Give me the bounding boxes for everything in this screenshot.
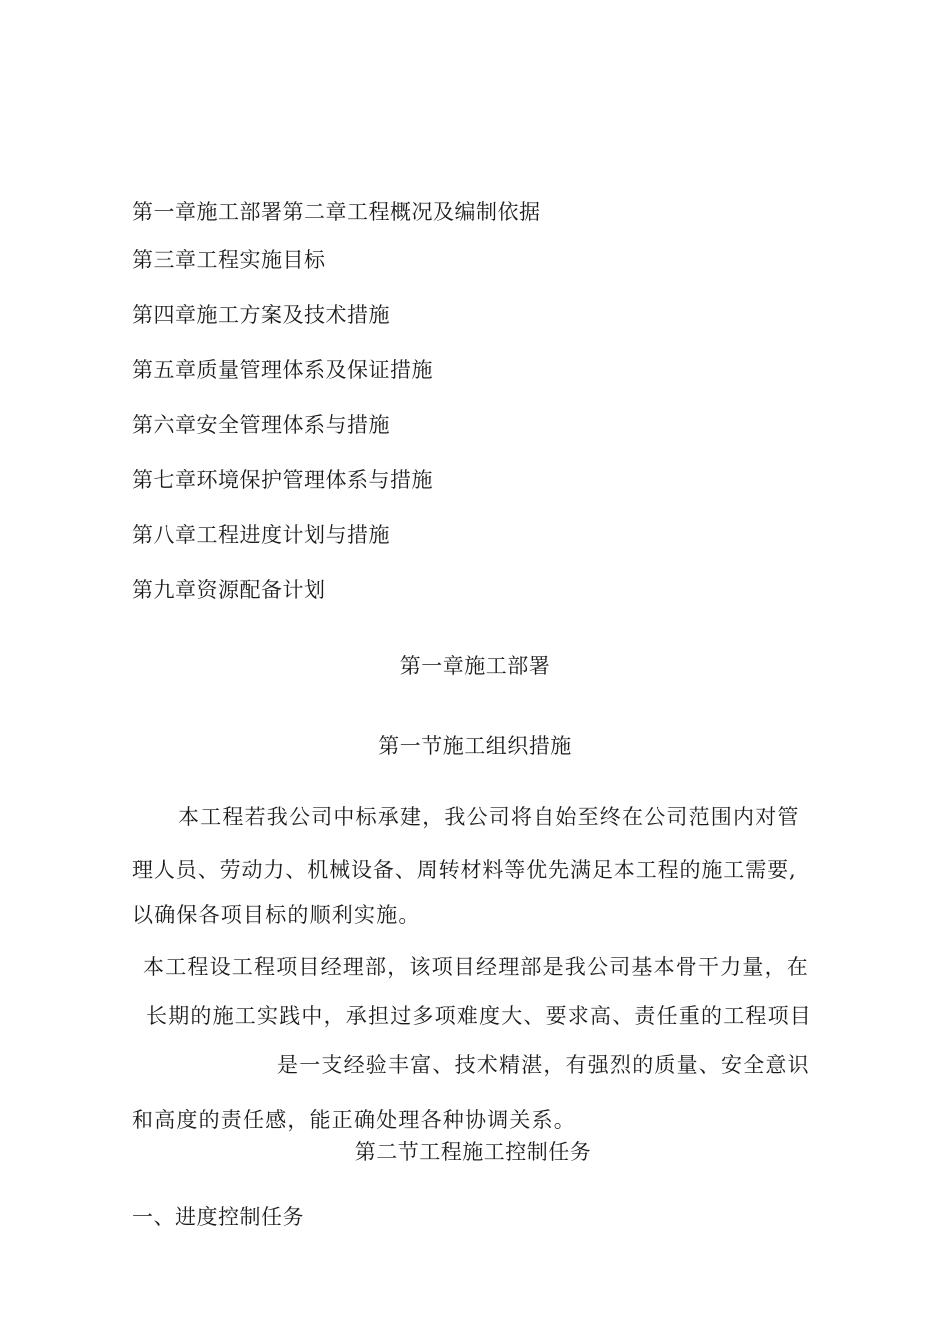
section-title-2: 第二节工程施工控制任务: [354, 1140, 592, 1164]
paragraph-2-line-2: 长期的施工实践中，承担过多项难度大、要求高、责任重的工程项目: [146, 1004, 812, 1028]
toc-item-5: 第六章安全管理体系与措施: [132, 413, 390, 437]
paragraph-2-line-1: 本工程设工程项目经理部，该项目经理部是我公司基本骨干力量，在: [143, 955, 809, 979]
toc-item-7: 第八章工程进度计划与措施: [132, 523, 390, 547]
toc-item-6: 第七章环境保护管理体系与措施: [132, 468, 433, 492]
paragraph-1-line-3: 以确保各项目标的顺利实施。: [132, 903, 421, 927]
toc-item-8: 第九章资源配备计划: [132, 578, 326, 602]
section-title-1: 第一节施工组织措施: [378, 734, 572, 758]
toc-item-2: 第三章工程实施目标: [132, 248, 326, 272]
paragraph-1-line-1: 本工程若我公司中标承建，我公司将自始至终在公司范围内对管: [178, 805, 800, 829]
paragraph-2-line-4: 和高度的责任感，能正确处理各种协调关系。: [132, 1108, 576, 1132]
toc-item-4: 第五章质量管理体系及保证措施: [132, 358, 433, 382]
chapter-title: 第一章施工部署: [399, 654, 551, 678]
paragraph-1-line-2: 理人员、劳动力、机械设备、周转材料等优先满足本工程的施工需要,: [132, 858, 797, 882]
subsection-title-1: 一、进度控制任务: [132, 1205, 304, 1229]
toc-item-3: 第四章施工方案及技术措施: [132, 303, 390, 327]
paragraph-2-line-3: 是一支经验丰富、技术精湛，有强烈的质量、安全意识: [277, 1053, 810, 1077]
toc-item-1: 第一章施工部署第二章工程概况及编制依据: [132, 200, 541, 224]
